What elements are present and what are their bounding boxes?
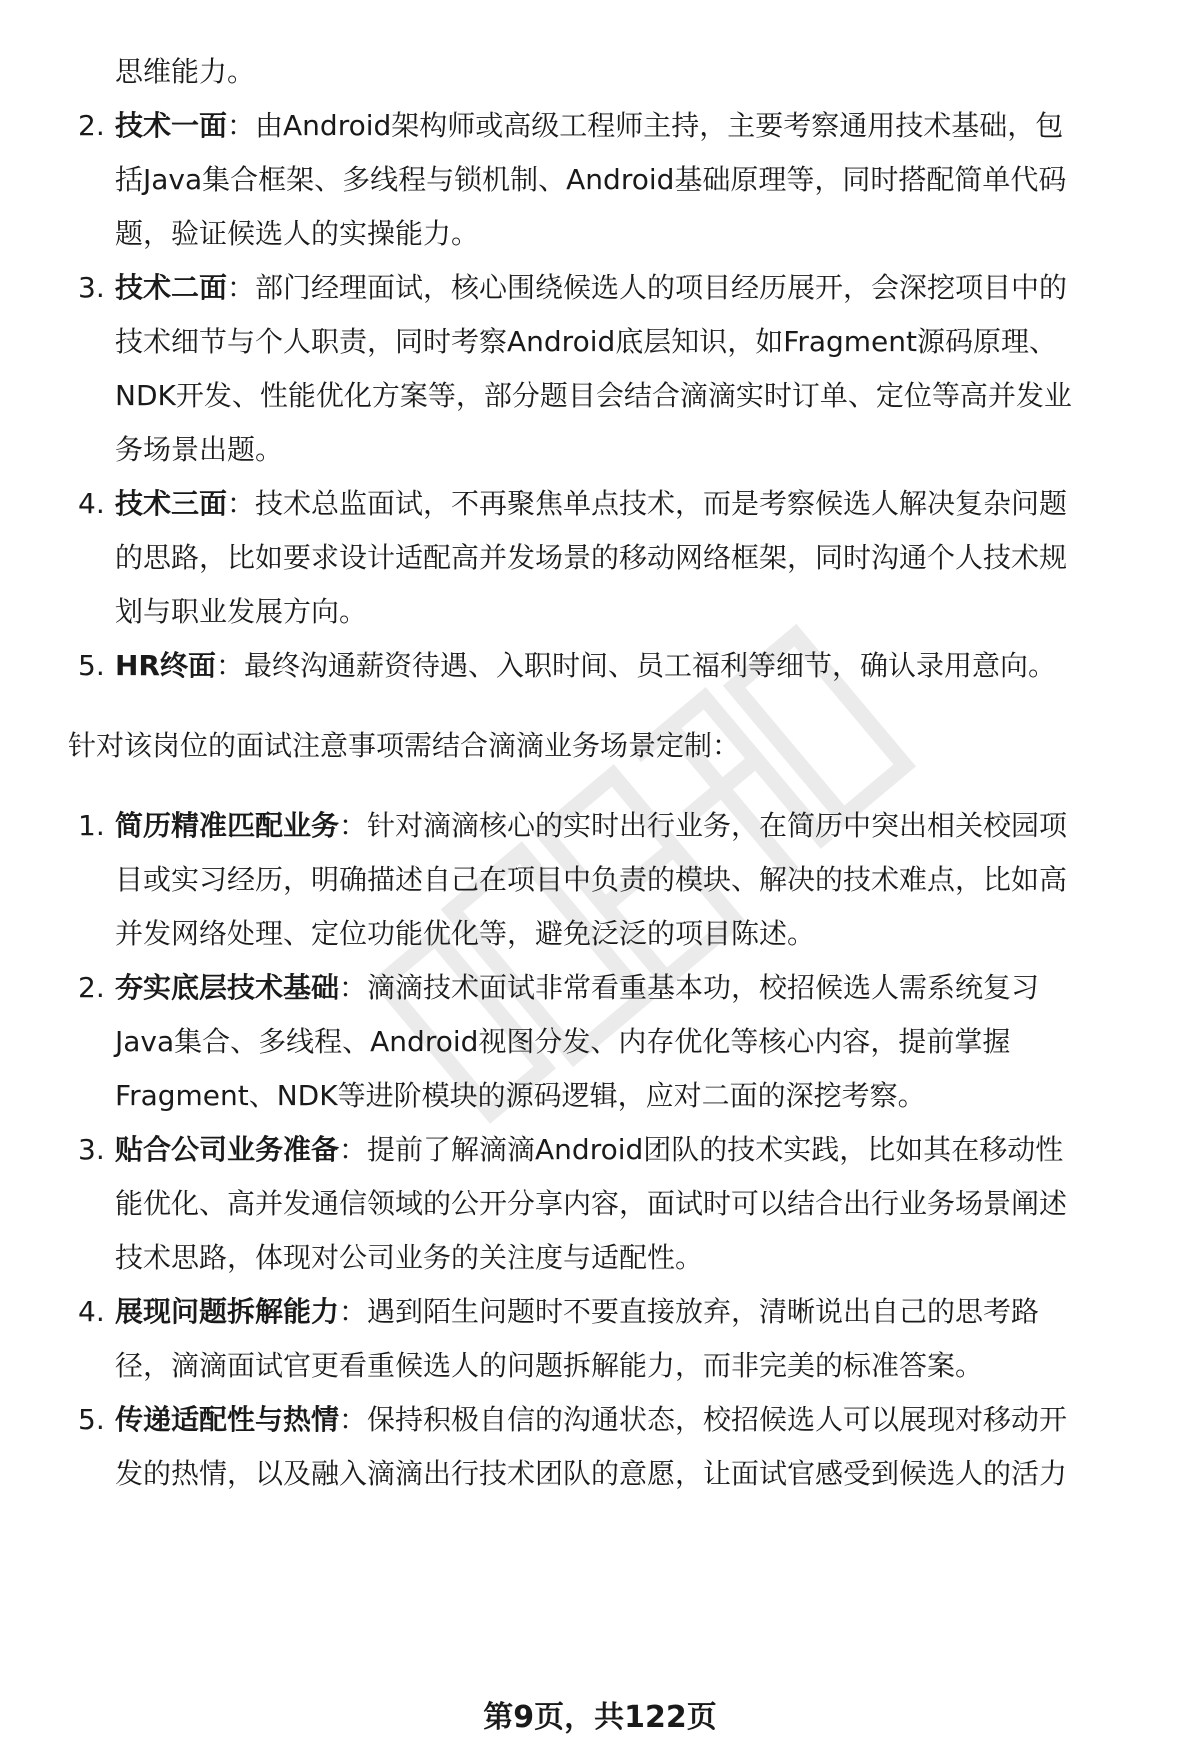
intro-paragraph: 针对该岗位的面试注意事项需结合滴滴业务场景定制： xyxy=(68,729,741,762)
list-item-number: 2. xyxy=(78,971,105,1004)
list-item-text: ：滴滴技术面试非常看重基本功，校招候选人需系统复习 xyxy=(339,971,1040,1004)
list-item-title: 技术二面 xyxy=(115,271,228,304)
list-item-title: 简历精准匹配业务 xyxy=(115,809,340,842)
list-item-text: ：最终沟通薪资待遇、入职时间、员工福利等细节，确认录用意向。 xyxy=(216,649,1057,682)
list-item-text: 务场景出题。 xyxy=(115,433,284,466)
list-item xyxy=(115,106,1063,146)
list-item-text: 技术思路，体现对公司业务的关注度与适配性。 xyxy=(115,1241,704,1274)
list-item-number: 5. xyxy=(78,1403,105,1436)
list-item-number: 2. xyxy=(78,109,105,142)
list-item xyxy=(115,1292,1039,1332)
list-item-number: 3. xyxy=(78,1133,105,1166)
list-item-number: 4. xyxy=(78,487,105,520)
list-item-text: Fragment、NDK等进阶模块的源码逻辑，应对二面的深挖考察。 xyxy=(115,1079,926,1112)
list-item-text: 技术细节与个人职责，同时考察Android底层知识，如Fragment源码原理、 xyxy=(115,325,1057,358)
list-item-title: 贴合公司业务准备 xyxy=(115,1133,340,1166)
list-item-title: 技术一面 xyxy=(115,109,228,142)
list-item xyxy=(115,968,1039,1008)
list-item-text: ：部门经理面试，核心围绕候选人的项目经历展开，会深挖项目中的 xyxy=(227,271,1068,304)
list-item-title: 传递适配性与热情 xyxy=(115,1403,340,1436)
list-item-number: 5. xyxy=(78,649,105,682)
list-item-text: 并发网络处理、定位功能优化等，避免泛泛的项目陈述。 xyxy=(115,917,816,950)
list-item-text: 径，滴滴面试官更看重候选人的问题拆解能力，而非完美的标准答案。 xyxy=(115,1349,984,1382)
list-item-number: 1. xyxy=(78,809,105,842)
list-item-title: 技术三面 xyxy=(115,487,228,520)
list-item-text: ：技术总监面试，不再聚焦单点技术，而是考察候选人解决复杂问题 xyxy=(227,487,1068,520)
list-item-text: 题，验证候选人的实操能力。 xyxy=(115,217,480,250)
list-item xyxy=(115,646,1056,686)
list-item xyxy=(115,806,1067,846)
list-item-text: ：提前了解滴滴Android团队的技术实践，比如其在移动性 xyxy=(339,1133,1064,1166)
list-item-text: 目或实习经历，明确描述自己在项目中负责的模块、解决的技术难点，比如高 xyxy=(115,863,1068,896)
list-item-text: 的思路，比如要求设计适配高并发场景的移动网络框架，同时沟通个人技术规 xyxy=(115,541,1068,574)
list-item-text: NDK开发、性能优化方案等，部分题目会结合滴滴实时订单、定位等高并发业 xyxy=(115,379,1072,412)
continuation-text: 思维能力。 xyxy=(115,55,256,88)
list-item-text: 括Java集合框架、多线程与锁机制、Android基础原理等，同时搭配简单代码 xyxy=(115,163,1067,196)
list-item xyxy=(115,484,1067,524)
list-item-number: 4. xyxy=(78,1295,105,1328)
list-item xyxy=(115,1130,1063,1170)
page-number: 第9页，共122页 xyxy=(483,1700,717,1735)
list-item xyxy=(115,268,1067,308)
list-item-title: 夯实底层技术基础 xyxy=(115,971,340,1004)
list-item-number: 3. xyxy=(78,271,105,304)
list-item-text: Java集合、多线程、Android视图分发、内存优化等核心内容，提前掌握 xyxy=(115,1025,1011,1058)
list-item-text: ：针对滴滴核心的实时出行业务，在简历中突出相关校园项 xyxy=(339,809,1068,842)
list-item-text: 能优化、高并发通信领域的公开分享内容，面试时可以结合出行业务场景阐述 xyxy=(115,1187,1068,1220)
list-item xyxy=(115,1400,1067,1440)
list-item-text: 划与职业发展方向。 xyxy=(115,595,368,628)
list-item-title: HR终面 xyxy=(115,649,216,682)
list-item-text: ：由Android架构师或高级工程师主持，主要考察通用技术基础，包 xyxy=(227,109,1064,142)
list-item-text: 发的热情，以及融入滴滴出行技术团队的意愿，让面试官感受到候选人的活力 xyxy=(115,1457,1068,1490)
list-item-title: 展现问题拆解能力 xyxy=(115,1295,340,1328)
list-item-text: ：保持积极自信的沟通状态，校招候选人可以展现对移动开 xyxy=(339,1403,1068,1436)
list-item-text: ：遇到陌生问题时不要直接放弃，清晰说出自己的思考路 xyxy=(339,1295,1040,1328)
